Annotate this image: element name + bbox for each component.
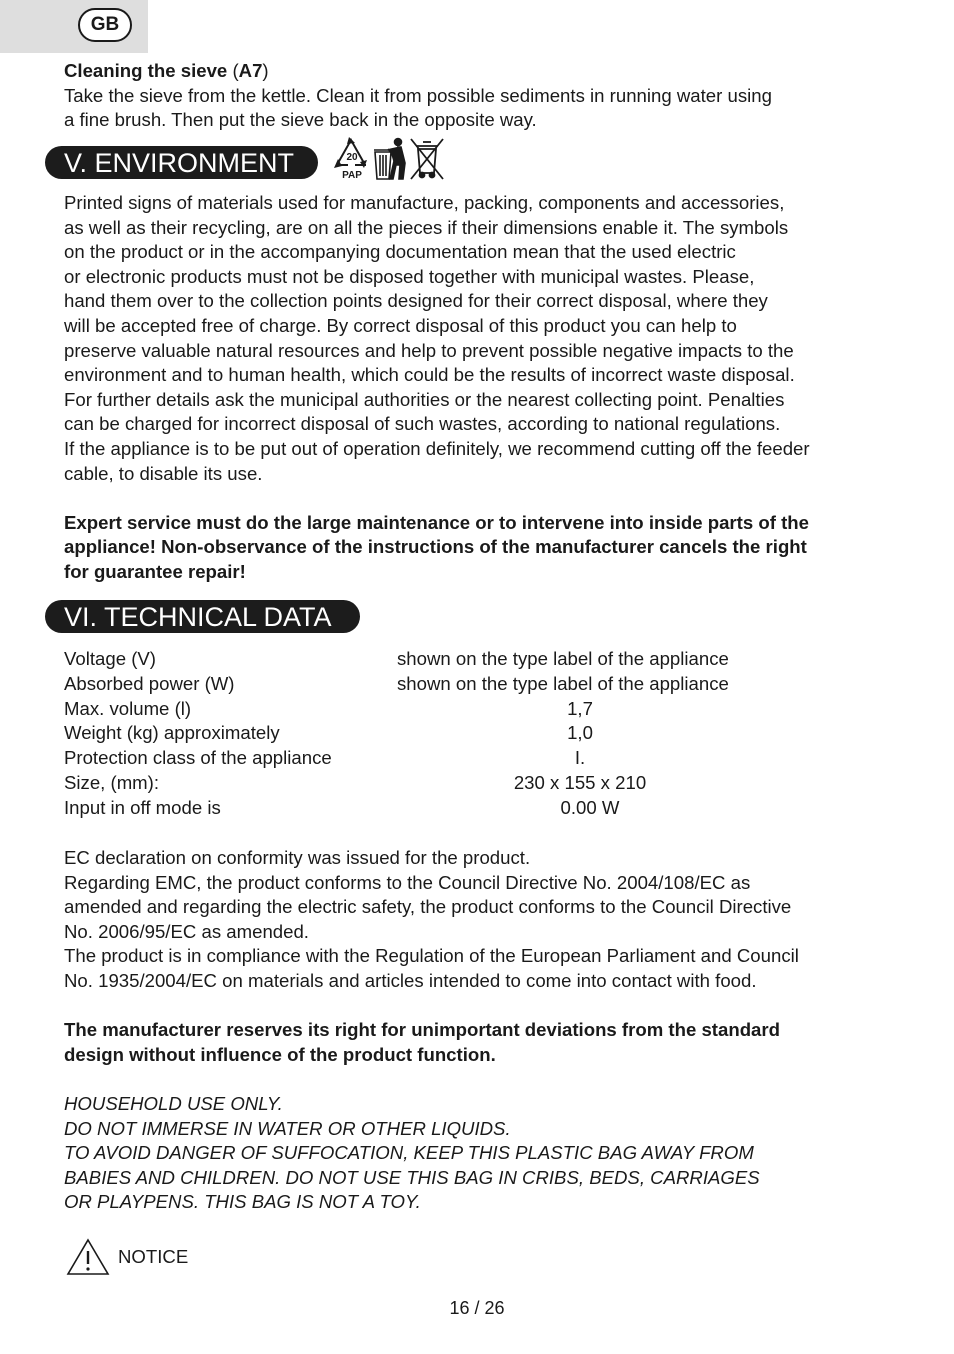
spec-label: Size, (mm): xyxy=(64,771,160,793)
environment-line: can be charged for incorrect disposal of such wastes, according to national regulations. xyxy=(64,413,781,435)
tidyman-bin-icon xyxy=(374,139,405,180)
spec-label: Absorbed power (W) xyxy=(64,672,235,694)
warning-triangle-icon xyxy=(66,1238,110,1276)
recycle-number: 20 xyxy=(346,152,358,163)
sieve-line: Take the sieve from the kettle. Clean it from possible sediments in running water using xyxy=(64,84,772,106)
conformity-line: No. 2006/95/EC as amended. xyxy=(64,920,309,942)
conformity-line: Regarding EMC, the product conforms to the Council Directive No. 2004/108/EC as xyxy=(64,871,751,893)
technical-heading: VI. TECHNICAL DATA xyxy=(45,600,360,633)
sieve-line: a fine brush. Then put the sieve back in the opposite way. xyxy=(64,109,537,131)
environment-line: will be accepted free of charge. By correct disposal of this product you can help to xyxy=(64,314,737,336)
sieve-title-line xyxy=(64,59,894,84)
recycle-code: PAP xyxy=(342,170,362,181)
environment-symbols xyxy=(333,137,445,181)
household-line: OR PLAYPENS. THIS BAG IS NOT A TOY. xyxy=(64,1191,421,1213)
sieve-ref-open: ( xyxy=(227,60,239,81)
table-row xyxy=(64,721,894,746)
spec-value: 1,0 xyxy=(567,722,593,744)
spec-label: Weight (kg) approximately xyxy=(64,722,280,744)
environment-line: cable, to disable its use. xyxy=(64,462,263,484)
spec-value: 230 x 155 x 210 xyxy=(513,771,647,793)
language-badge: GB xyxy=(78,8,132,42)
table-row xyxy=(64,697,894,722)
sieve-ref: A7 xyxy=(238,60,263,81)
manufacturer-line: design without influence of the product function. xyxy=(64,1043,496,1065)
manufacturer-line: The manufacturer reserves its right for unimportant deviations from the standard xyxy=(64,1019,780,1041)
household-line: BABIES AND CHILDREN. DO NOT USE THIS BAG IN CRIBS, BEDS, CARRIAGES xyxy=(64,1166,760,1188)
environment-line: as well as their recycling, are on all the pieces if their dimensions enable it. The symbols xyxy=(64,216,789,238)
spec-value: shown on the type label of the appliance xyxy=(397,672,729,694)
environment-line: on the product or in the accompanying documentation mean that the used electric xyxy=(64,241,736,263)
conformity-line: The product is in compliance with the Regulation of the European Parliament and Council xyxy=(64,945,799,967)
environment-heading: V. ENVIRONMENT xyxy=(45,146,318,179)
page-number: 16 / 26 xyxy=(449,1298,505,1318)
environment-line: environment and to human health, which could be the results of incorrect waste disposal. xyxy=(64,364,795,386)
household-line: TO AVOID DANGER OF SUFFOCATION, KEEP THIS PLASTIC BAG AWAY FROM xyxy=(64,1142,754,1164)
spec-value: I. xyxy=(574,747,586,769)
environment-line: Printed signs of materials used for manufacture, packing, components and accessories, xyxy=(64,192,785,213)
table-row xyxy=(64,672,894,697)
spec-label: Input in off mode is xyxy=(64,796,221,818)
spec-label: Max. volume (l) xyxy=(64,697,192,719)
warning-line: for guarantee repair! xyxy=(64,560,246,582)
table-row xyxy=(64,647,894,672)
warning-line: Expert service must do the large maintenance or to intervene into inside parts of the xyxy=(64,511,809,533)
environment-line: preserve valuable natural resources and help to prevent possible negative impacts to the xyxy=(64,339,794,361)
environment-text xyxy=(64,191,894,585)
notice-label: NOTICE xyxy=(118,1246,189,1267)
sieve-ref-close: ) xyxy=(262,60,269,81)
conformity-line: amended and regarding the electric safety, the product conforms to the Council Directive xyxy=(64,896,792,918)
conformity-line: No. 1935/2004/EC on materials and articles intended to come into contact with food. xyxy=(64,969,757,991)
spec-label: Voltage (V) xyxy=(64,648,156,669)
household-line: DO NOT IMMERSE IN WATER OR OTHER LIQUIDS. xyxy=(64,1117,511,1139)
spec-value: 0.00 W xyxy=(560,796,620,818)
table-row xyxy=(64,771,894,796)
sieve-title: Cleaning the sieve xyxy=(64,60,228,81)
conformity-section xyxy=(64,846,914,1215)
household-line: HOUSEHOLD USE ONLY. xyxy=(64,1092,283,1114)
environment-icons xyxy=(333,137,445,181)
table-row xyxy=(64,746,894,771)
technical-table xyxy=(64,647,894,821)
environment-line: If the appliance is to be put out of operation definitely, we recommend cutting off the feeder xyxy=(64,437,810,459)
sieve-section xyxy=(64,59,894,133)
environment-line: hand them over to the collection points designed for their correct disposal, where they xyxy=(64,290,768,312)
spec-value: shown on the type label of the appliance xyxy=(397,648,729,669)
environment-line: or electronic products must not be disposed together with municipal wastes. Please, xyxy=(64,265,755,287)
conformity-line: EC declaration on conformity was issued for the product. xyxy=(64,847,531,868)
spec-label: Protection class of the appliance xyxy=(64,747,332,769)
environment-line: For further details ask the municipal authorities or the nearest collecting point. Penalties xyxy=(64,388,785,410)
warning-line: appliance! Non-observance of the instructions of the manufacturer cancels the right xyxy=(64,536,807,558)
crossed-bin-icon xyxy=(411,139,443,179)
spec-value: 1,7 xyxy=(567,697,593,719)
table-row xyxy=(64,796,894,821)
